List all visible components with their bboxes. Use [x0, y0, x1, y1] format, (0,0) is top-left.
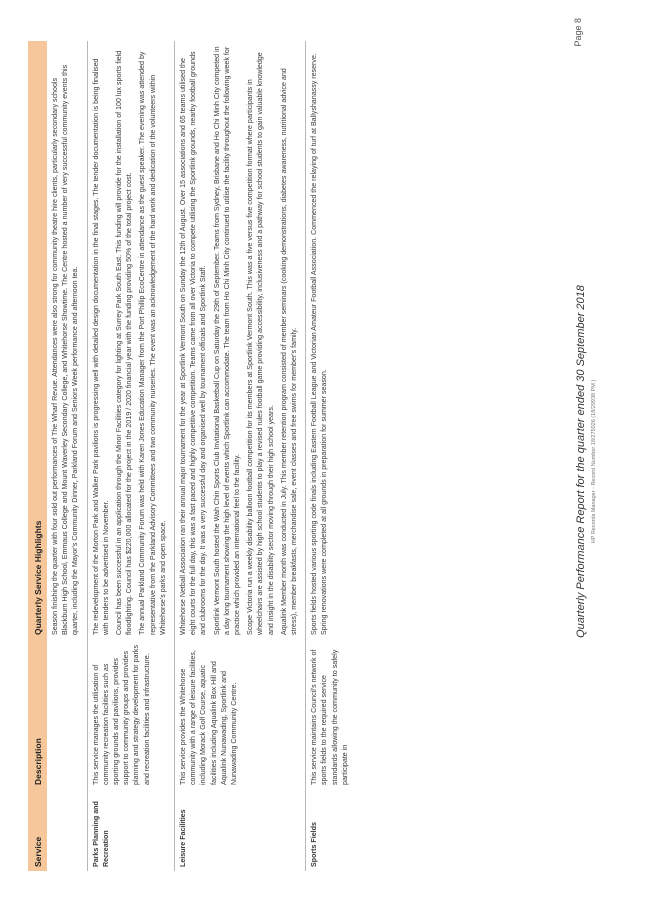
table-row	[175, 41, 306, 871]
highlight-paragraph: The annual Parkland Community Forum was held with Karen Jones Education Manager from the Port Phillip EcoCentre in attendance as the guest speaker. The evening was attended by representative from the Parkland Advisory Committees and two community nurseries. The event was an acknowledgement of the hard work and dedication of the volunteers within Whitehorse's parks and open space.	[138, 51, 167, 635]
service-name	[47, 789, 87, 871]
table-header-row	[28, 41, 47, 871]
highlight-paragraph: Scope Victoria run a weekly disability balloon football competition for its members at Sportlink Vermont South. This was a five versus five competition format where participants in wheelchairs are assisted by high school students to play a revised rules football game providing accessibility, inclusiveness and a pathway for school students to gain valuable knowledge and insight in the disability sector moving through their high school years.	[246, 52, 275, 635]
record-number: HP Records Manager - Record Number 18/275026 (18/29938 PM )	[591, 379, 597, 544]
header-description: Description	[28, 639, 47, 789]
highlight-paragraph: Aqualink Member month was conducted in July. This member retention program consisted of member seminars (cooking demonstrations, diabetes awareness, nutritional advice and stress), member breakfasts, merchandise sale, event classes and free swims for member's family.	[279, 68, 299, 635]
highlight-paragraph: Whitehorse Netball Association ran their annual major tournament for the year at Sportlink Vermont South on Sunday the 12th of August. Over 15 associations and 65 teams utilised the eight courts for the full day, this was a fast paced and highly competitive competition. Teams came from all over Victoria to compete utilising the Sportlink grounds, nearby football grounds and clubrooms for the day. It was a very successful day and organised well by tournament officials and Sportlink Staff.	[179, 51, 208, 635]
service-description: This service provides the Whitehorse community with a range of leisure facilities, including Morack Golf Course, aquatic facilities including Aqualink Box Hill and Aqualink Nunawading, Sportlink and Nunawading Community Centre.	[175, 639, 306, 789]
highlight-paragraph: The redevelopment of the Morton Park and Walker Park pavilions is progressing well with detailed design documentation in the final stages. The tender documentation is being finalised with tenders to be advertised in November.	[91, 58, 110, 635]
service-highlights	[87, 41, 174, 639]
service-description: This service maintains Council's network of sports fields to the required service standards allowing the community to safely participate in	[306, 639, 353, 789]
service-highlights	[175, 41, 306, 639]
service-description	[47, 639, 87, 789]
highlight-paragraph: Sportlink Vermont South hosted the Wah Chin Sports Club Invitational Basketball Cup on Saturday the 29th of September. Teams from Sydney, Brisbane and Ho Chi Minh City competed in a day long tournament showing the high level of events which Sportlink can accommodate. The team from Ho Chi Minh City continued to utilise the facility throughout the following week for practice which provided an international feel to the facility.	[212, 46, 242, 635]
highlight-paragraph: Sports fields hosted various sporting code finals including Eastern Football League and Victorian Amateur Football Association. Commenced the relaying of turf at Ballyshanassy reserve. Spring renovations were completed at all grounds in preparation for summer season.	[310, 53, 329, 635]
service-name: Leisure Facilities	[175, 789, 306, 871]
table-row	[87, 41, 174, 871]
service-name: Parks Planning and Recreation	[87, 789, 174, 871]
header-service: Service	[28, 789, 47, 871]
service-highlights-table	[28, 41, 353, 871]
service-highlights	[47, 41, 87, 639]
highlight-paragraph: Council has been successful in an application through the Minor Facilities category for lighting at Surrey Park South East. This funding will provide for the installation of 100 lux sports field floodlighting. Council has $220,000 allocated for the project in the 2019 / 2020 financial year with the funding providing 50% of the total project cost.	[115, 50, 134, 635]
service-name: Sports Fields	[306, 789, 353, 871]
table-row	[47, 41, 87, 871]
service-highlights	[306, 41, 353, 639]
header-highlights: Quarterly Service Highlights	[28, 41, 47, 639]
table-row	[306, 41, 353, 871]
report-footer-title: Quarterly Performance Report for the quarter ended 30 September 2018	[575, 285, 587, 638]
service-description: This service manages the utilisation of community recreation facilities such as sporting grounds and pavilions, provides support to community groups and provides planning and strategy development for parks and recreation facilities and infrastructure.	[87, 639, 174, 789]
page-number: Page 8	[573, 18, 583, 47]
highlight-paragraph: Season finishing the quarter with four sold out performances of The Wharf Revue. Attendances were also strong for community theatre hire clients, particularly secondary schools Blackburn High School, Emmaus College and Mount Waverley Secondary College, and Whitehorse Showtime. The Centre hosted a number of very successful community events this quarter, including the Mayor's Community Dinner, Parkland Forum and Seniors Week performance and afternoon tea.	[51, 64, 80, 635]
